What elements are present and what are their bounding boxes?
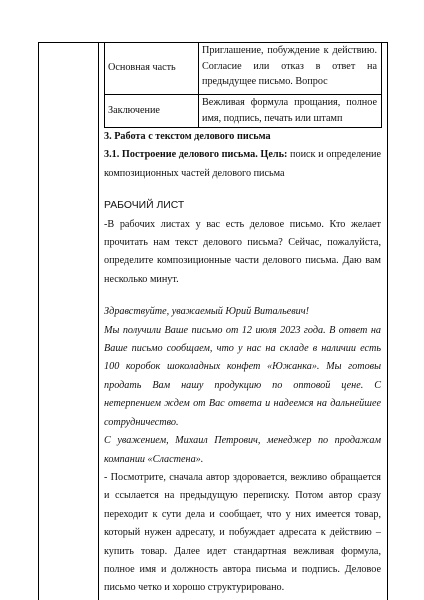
section-subheading xyxy=(104,146,381,183)
section-heading: 3. Работа с текстом делового письма xyxy=(104,131,271,142)
worksheet-intro: -В рабочих листах у вас есть деловое письмо. Кто желает прочитать нам текст делового письма? Сейчас, пожалуйста, определите композиционные части делового письма. Даю вам несколько минут. xyxy=(104,218,381,285)
letter-analysis: - Посмотрите, сначала автор здоровается, вежливо обращается и ссылается на предыдущую переписку. Потом автор сразу переходит к сути дела и сообщает, что у них имеется товар, который нужен адресату, и побуждает адресата к действию – купить товар. Далее идет стандартная вежливая формула, полное имя и должность автора письма и подпись. Деловое письмо четко и хорошо структурировано. xyxy=(104,471,381,594)
inner-table-left xyxy=(104,42,105,128)
table-row-label: Заключение xyxy=(108,105,160,116)
inner-table-right xyxy=(381,42,382,128)
table-row-text: Вежливая формула прощания, полное имя, подпись, печать или штамп xyxy=(202,97,377,124)
table-row-label: Основная часть xyxy=(108,62,176,73)
table-row-text: Приглашение, побуждение к действию. Согласие или отказ в ответ на предыдущее письмо. Вопрос xyxy=(202,45,377,88)
lesson-content xyxy=(104,128,381,598)
table-column-divider xyxy=(98,42,99,600)
letter-greeting: Здравствуйте, уважаемый Юрий Витальевич! xyxy=(104,306,310,318)
letter-closing: С уважением, Михаил Петрович, менеджер по продажам компании «Сластена». xyxy=(104,435,381,465)
worksheet-title: РАБОЧИЙ ЛИСТ xyxy=(104,200,185,212)
letter-body: Мы получили Ваше письмо от 12 июля 2023 года. В ответ на Ваше письмо сообщаем, что у нас на складе в наличии есть 100 коробок шоколадных конфет «Южанка». Мы готовы продать Вам нашу продукцию по оптовой цене. С нетерпением ждем от Вас ответа и надеемся на дальнейшее сотрудничество. xyxy=(104,324,381,428)
table-border-left xyxy=(38,42,39,600)
table-border-right xyxy=(387,42,388,600)
subheading-goal: 3.1. Построение делового письма. Цель: xyxy=(104,149,288,161)
inner-table-divider xyxy=(198,42,199,128)
subheading-text: поиск и определение композиционных частей делового письма xyxy=(104,149,381,179)
